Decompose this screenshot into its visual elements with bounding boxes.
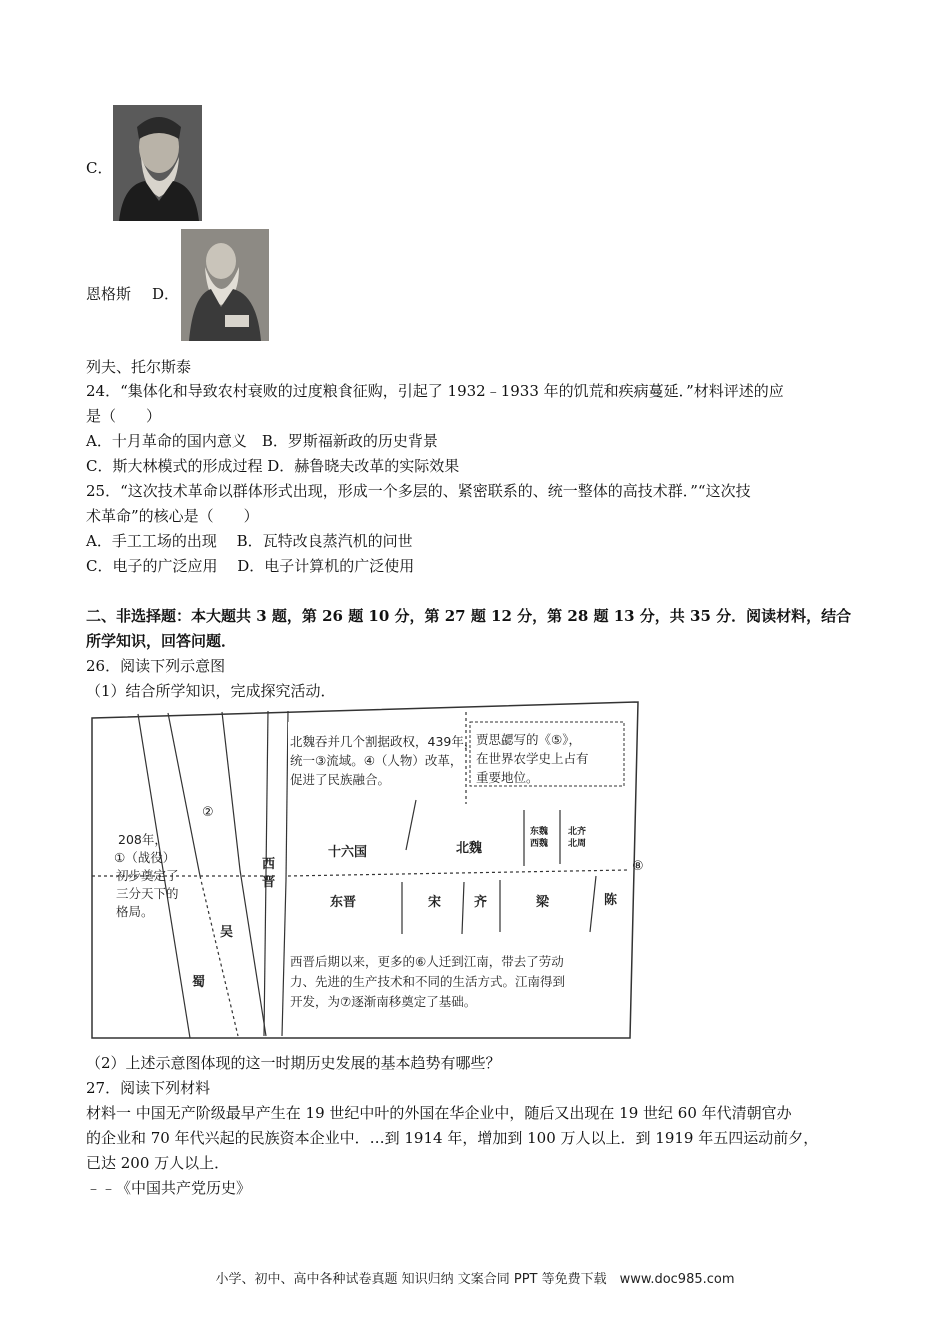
qi-label: 齐 — [474, 895, 488, 910]
left-note-line1: 208年， — [118, 832, 167, 847]
q26-title: 26．阅读下列示意图 — [86, 657, 226, 675]
south-box-line3: 开发，为⑦逐渐南移奠定了基础。 — [290, 994, 477, 1009]
left-note-line4: 三分天下的 — [116, 886, 179, 901]
beiqi-label: 北齐 — [568, 827, 587, 837]
shiliuguo-label: 十六国 — [328, 845, 368, 860]
xiwei-label: 西魏 — [530, 839, 549, 849]
q27-title: 27．阅读下列材料 — [86, 1079, 211, 1097]
jia-box-line3: 重要地位。 — [476, 770, 539, 785]
south-box-line2: 力、先进的生产技术和不同的生活方式。江南得到 — [290, 974, 566, 989]
circle-2-label: ② — [202, 805, 214, 820]
q25-options-ab: A．手工工场的出现 B．瓦特改良蒸汽机的问世 — [86, 532, 413, 550]
xijin-label-1: 西 — [262, 857, 276, 872]
left-note-line3: 初步奠定了 — [116, 868, 179, 883]
q27-line3: 已达 200 万人以上． — [86, 1154, 230, 1172]
q26-part2: （2）上述示意图体现的这一时期历史发展的基本趋势有哪些？ — [86, 1054, 501, 1072]
circle-8-label: ⑧ — [632, 859, 644, 874]
left-note-line5: 格局。 — [116, 904, 154, 919]
q25-options-cd: C．电子的广泛应用 D．电子计算机的广泛使用 — [86, 557, 415, 575]
q26-part1: （1）结合所学知识，完成探究活动． — [86, 682, 336, 700]
song-label: 宋 — [428, 895, 442, 910]
q25-stem-line2: 术革命”的核心是（ ） — [86, 507, 259, 525]
tolstoy-portrait-image — [181, 229, 269, 341]
dongjin-label: 东晋 — [330, 895, 357, 910]
q24-stem-line1: 24．“集体化和导致农村衰败的过度粮食征购，引起了 1932﹣1933 年的饥荒和疾病蔓延．”材料评述的应 — [86, 382, 784, 400]
page-footer: 小学、初中、高中各种试卷真题 知识归纳 文案合同 PPT 等免费下载 www.doc985.com — [215, 1272, 735, 1287]
left-note-line2: ①（战役） — [114, 850, 176, 865]
wu-label: 吴 — [220, 925, 234, 940]
chen-label: 陈 — [604, 893, 618, 908]
jia-box-line1: 贾思勰写的《⑤》， — [476, 732, 581, 747]
section2-heading-line1: 二、非选择题：本大题共 3 题，第 26 题 10 分，第 27 题 12 分，第 28 题 13 分，共 35 分．阅读材料，结合 — [86, 607, 852, 625]
q27-source: ﹣﹣《中国共产党历史》 — [86, 1179, 252, 1197]
option-d-name: 列夫、托尔斯泰 — [86, 358, 192, 376]
q25-stem-line1: 25．“这次技术革命以群体形式出现，形成一个多层的、紧密联系的、统一整体的高技术群．”“这次技 — [86, 482, 751, 500]
option-c-name: 恩格斯 — [86, 285, 132, 303]
q24-options-ab: A．十月革命的国内意义 B．罗斯福新政的历史背景 — [86, 432, 438, 450]
option-d-label: D． — [152, 285, 180, 303]
q27-line1: 材料一 中国无产阶级最早产生在 19 世纪中叶的外国在华企业中，随后又出现在 19 世纪 60 年代清朝官办 — [86, 1104, 792, 1122]
history-timeline-diagram — [90, 700, 650, 1040]
xijin-label-2: 晋 — [262, 875, 276, 890]
q24-options-cd: C．斯大林模式的形成过程 D．赫鲁晓夫改革的实际效果 — [86, 457, 460, 475]
engels-portrait-image — [113, 105, 202, 221]
q27-line2: 的企业和 70 年代兴起的民族资本企业中．…到 1914 年，增加到 100 万人以上．到 1919 年五四运动前夕， — [86, 1129, 819, 1147]
liang-label: 梁 — [536, 895, 550, 910]
jia-box-line2: 在世界农学史上占有 — [476, 751, 589, 766]
dongwei-label: 东魏 — [530, 827, 549, 837]
option-c-label: C． — [86, 159, 113, 177]
north-box-line3: 促进了民族融合。 — [290, 772, 391, 787]
beiwei-label: 北魏 — [456, 841, 483, 856]
section2-heading-line2: 所学知识，回答问题． — [86, 632, 237, 650]
beizhou-label: 北周 — [568, 839, 587, 849]
north-box-line2: 统一③流域。④（人物）改革， — [290, 753, 463, 768]
south-box-line1: 西晋后期以来，更多的⑥人迁到江南，带去了劳动 — [290, 954, 564, 969]
north-box-line1: 北魏吞并几个割据政权，439年， — [290, 734, 477, 749]
shu-label: 蜀 — [192, 975, 206, 990]
q24-stem-line2: 是（ ） — [86, 407, 162, 425]
